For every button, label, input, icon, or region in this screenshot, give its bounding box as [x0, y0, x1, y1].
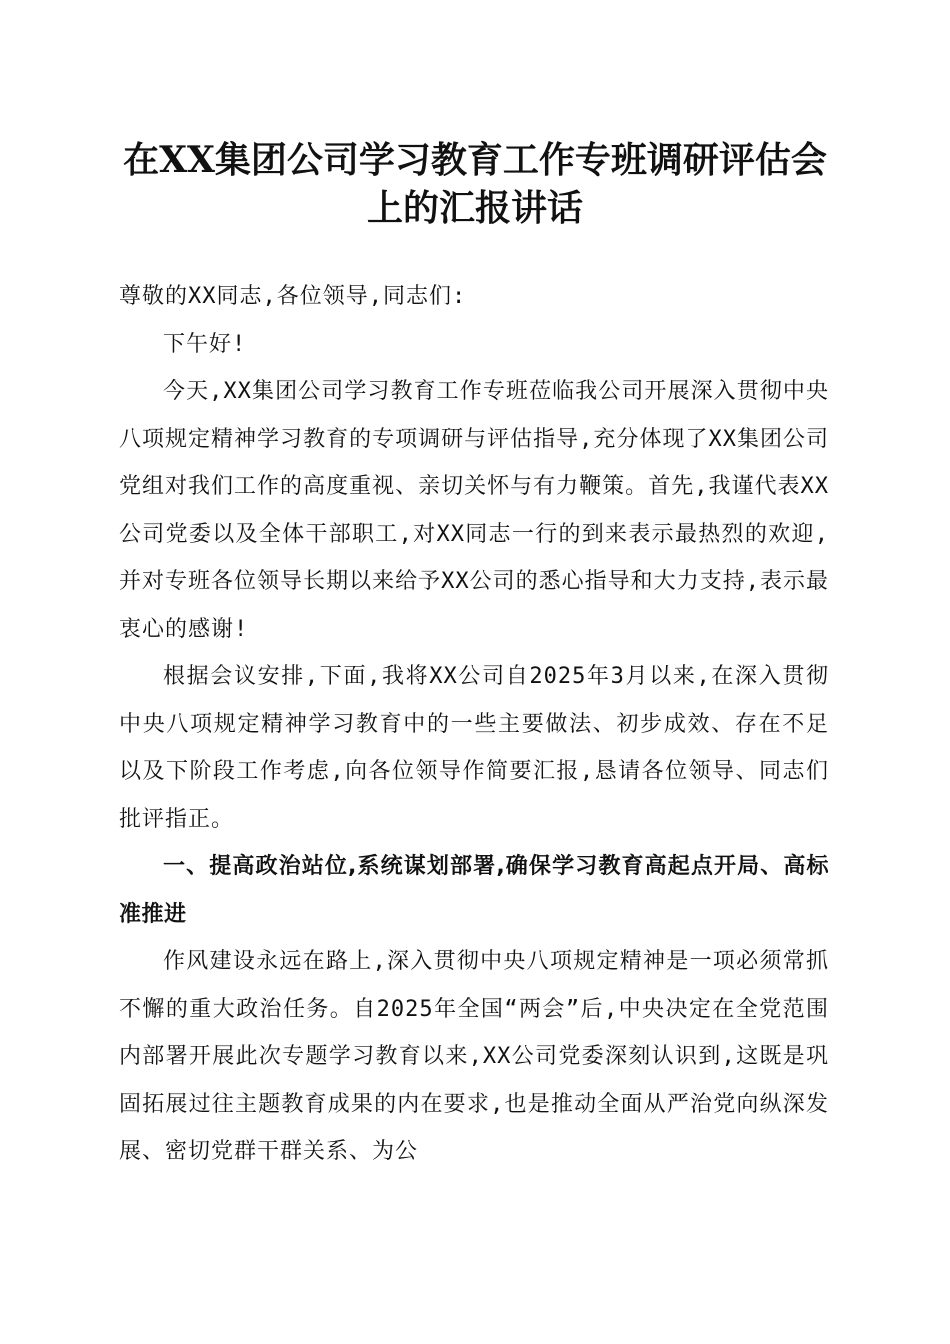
body-paragraph: 根据会议安排,下面,我将XX公司自2025年3月以来,在深入贯彻中央八项规定精神学习教育中的一些主要做法、初步成效、存在不足以及下阶段工作考虑,向各位领导作简要汇报,恳请各位领导、同志们批评指正。: [119, 664, 829, 832]
document-body: [119, 273, 829, 1176]
body-paragraph: 今天,XX集团公司学习教育工作专班莅临我公司开展深入贯彻中央八项规定精神学习教育的专项调研与评估指导,充分体现了XX集团公司党组对我们工作的高度重视、亲切关怀与有力鞭策。首先,我谨代表XX公司党委以及全体干部职工,对XX同志一行的到来表示最热烈的欢迎,并对专班各位领导长期以来给予XX公司的悉心指导和大力支持,表示最衷心的感谢!: [119, 379, 829, 642]
salutation: 尊敬的XX同志,各位领导,同志们:: [119, 284, 467, 309]
section-heading: 一、提高政治站位,系统谋划部署,确保学习教育高起点开局、高标准推进: [119, 854, 829, 927]
document-title-line-2: 上的汇报讲话: [366, 187, 583, 229]
document-title-line-1: 在XX集团公司学习教育工作专班调研评估会: [123, 139, 827, 181]
greeting: 下午好!: [163, 331, 247, 357]
body-paragraph: 作风建设永远在路上,深入贯彻中央八项规定精神是一项必须常抓不懈的重大政治任务。自2025年全国“两会”后,中央决定在全党范围内部署开展此次专题学习教育以来,XX公司党委深刻认识到,这既是巩固拓展过往主题教育成果的内在要求,也是推动全面从严治党向纵深发展、密切党群干群关系、为公: [119, 949, 829, 1164]
